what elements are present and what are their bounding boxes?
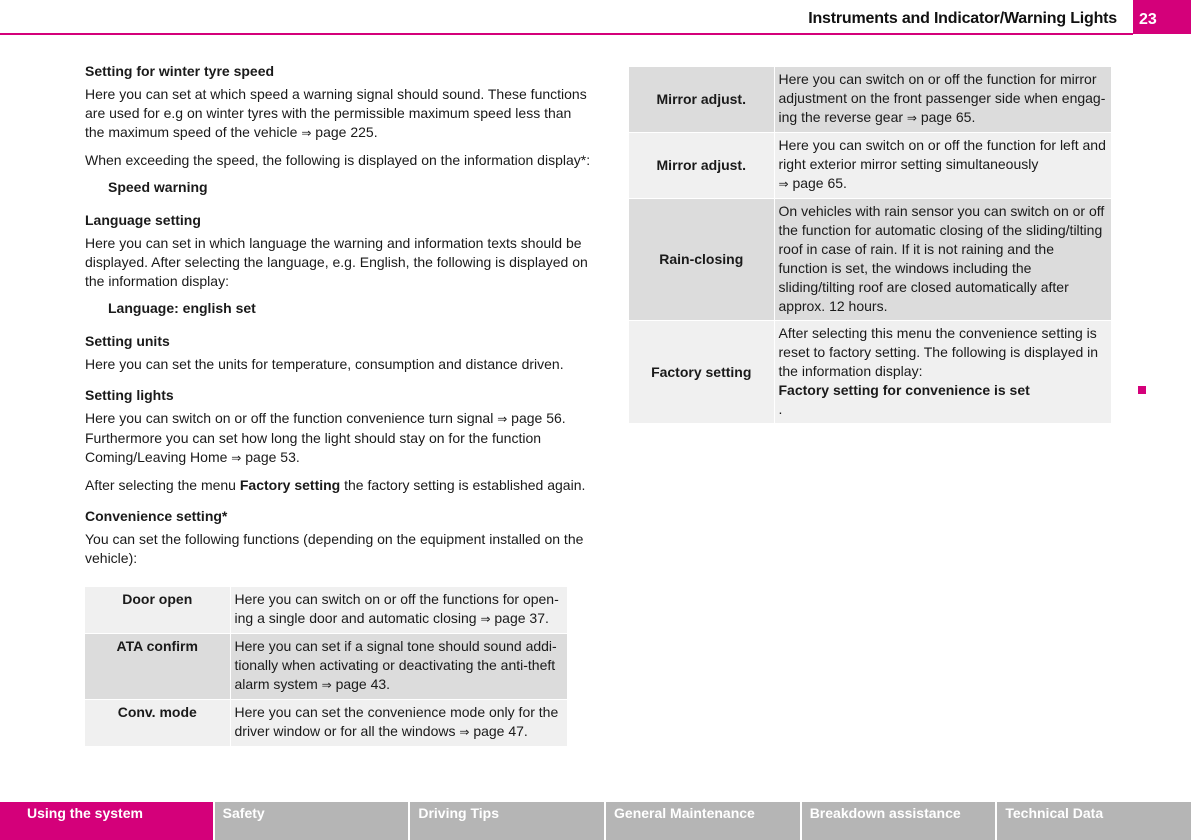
arrow-icon: ⇒	[459, 725, 470, 739]
section-end-marker	[1138, 386, 1146, 394]
function-description	[774, 321, 1111, 424]
footer-nav	[0, 802, 1191, 840]
section-heading: Language setting	[85, 212, 201, 228]
table-row	[85, 587, 567, 634]
function-description	[774, 67, 1111, 133]
footer-tab-technical-data[interactable]: Technical Data	[997, 802, 1191, 840]
page-reference[interactable]: page 225.	[315, 124, 378, 140]
table-row	[85, 634, 567, 700]
page-reference[interactable]: page 47.	[473, 723, 528, 739]
section-units	[85, 332, 593, 374]
description-text: Here you can set if a signal tone should sound addi-tionally when activating or deactivating the anti-theft alarm system	[234, 638, 557, 692]
paragraph: Here you can set the units for temperature, consumption and distance driven.	[85, 356, 564, 372]
description-text: .	[778, 401, 783, 417]
display-message: Factory setting for convenience is set	[778, 382, 1030, 398]
paragraph-text: the factory setting is established again.	[340, 477, 586, 493]
table-row	[629, 133, 1111, 199]
section-heading: Setting lights	[85, 387, 174, 403]
footer-tab-breakdown-assistance[interactable]: Breakdown assistance	[802, 802, 998, 840]
table-row	[629, 67, 1111, 133]
arrow-icon: ⇒	[231, 451, 242, 465]
paragraph-text: Furthermore you can set how long the light should stay on for the function Coming/Leaving Home	[85, 430, 542, 465]
description-text: Here you can set the convenience mode only for the driver window or for all the windows	[234, 704, 559, 739]
description-text: Here you can switch on or off the function for mirror adjustment on the front passenger side when engag-ing the reverse gear	[778, 71, 1106, 125]
arrow-icon: ⇒	[480, 612, 491, 626]
function-description	[230, 700, 567, 747]
page-reference[interactable]: page 65.	[792, 175, 847, 191]
paragraph	[85, 409, 593, 468]
section-lights	[85, 386, 593, 495]
function-name: Conv. mode	[85, 700, 230, 747]
paragraph-text: Here you can switch on or off the function convenience turn signal	[85, 410, 498, 426]
page-header-title: Instruments and Indicator/Warning Lights	[808, 10, 1117, 27]
convenience-table-left	[85, 587, 567, 747]
paragraph	[85, 476, 593, 495]
footer-tab-safety[interactable]: Safety	[215, 802, 411, 840]
arrow-icon: ⇒	[301, 126, 312, 140]
description-text: After selecting this menu the convenience setting is reset to factory setting. The following is displayed in the information display:	[778, 325, 1099, 379]
arrow-icon: ⇒	[497, 412, 508, 426]
page-reference[interactable]: page 37.	[494, 610, 549, 626]
paragraph-text: After selecting the menu	[85, 477, 240, 493]
page-number: 23	[1133, 0, 1191, 34]
menu-name: Factory setting	[239, 477, 341, 493]
table-row	[629, 199, 1111, 321]
function-name: Mirror adjust.	[629, 133, 774, 199]
paragraph-text: Here you can set at which speed a warning signal should sound. These functions are used for e.g on winter tyres with the permissible maximum speed less than the maximum speed of the vehicle	[85, 86, 587, 140]
arrow-icon: ⇒	[321, 678, 332, 692]
display-message: Speed warning	[108, 179, 208, 195]
arrow-icon: ⇒	[778, 177, 789, 191]
section-convenience	[85, 507, 593, 568]
function-description	[230, 587, 567, 634]
paragraph: You can set the following functions (depending on the equipment installed on the vehicle):	[85, 531, 584, 566]
description-text: Here you can switch on or off the function for left and right exterior mirror setting simultaneously	[778, 137, 1106, 172]
footer-tab-general-maintenance[interactable]: General Maintenance	[606, 802, 802, 840]
function-description	[774, 133, 1111, 199]
section-heading: Convenience setting*	[85, 508, 228, 524]
function-name: ATA confirm	[85, 634, 230, 700]
page-reference[interactable]: page 43.	[335, 676, 391, 692]
paragraph	[85, 85, 593, 143]
page-reference[interactable]: page 65.	[920, 109, 976, 125]
footer-tab-using-the-system[interactable]: Using the system	[0, 802, 215, 840]
display-message: Language: english set	[108, 300, 256, 316]
arrow-icon: ⇒	[906, 111, 917, 125]
table-row	[629, 321, 1111, 424]
function-description	[230, 634, 567, 700]
page-reference[interactable]: page 56.	[511, 410, 566, 426]
function-name: Door open	[85, 587, 230, 634]
paragraph: Here you can set in which language the warning and information texts should be displayed. After selecting the language, e.g. English, the following is displayed on the information display:	[85, 235, 588, 289]
footer-tab-driving-tips[interactable]: Driving Tips	[410, 802, 606, 840]
convenience-table-right	[629, 67, 1111, 424]
function-description: On vehicles with rain sensor you can switch on or off the function for automatic closing of the sliding/tilting roof in case of rain. If it is not raining and the function is set, the windows including the sliding/tilting roof are closed automatically after approx. 12 hours.	[774, 199, 1111, 321]
section-heading: Setting for winter tyre speed	[85, 63, 275, 79]
function-name: Mirror adjust.	[629, 67, 774, 133]
section-language	[85, 211, 593, 318]
left-column	[85, 62, 593, 576]
section-heading: Setting units	[85, 333, 170, 349]
paragraph: When exceeding the speed, the following is displayed on the information display*:	[85, 152, 591, 168]
section-winter-tyre	[85, 62, 593, 197]
page-reference[interactable]: page 53.	[245, 449, 300, 465]
description-text: Here you can switch on or off the functions for open-ing a single door and automatic closing	[234, 591, 559, 626]
function-name: Rain-closing	[629, 199, 774, 321]
table-row	[85, 700, 567, 747]
function-name: Factory setting	[629, 321, 774, 424]
header-rule	[0, 33, 1133, 35]
